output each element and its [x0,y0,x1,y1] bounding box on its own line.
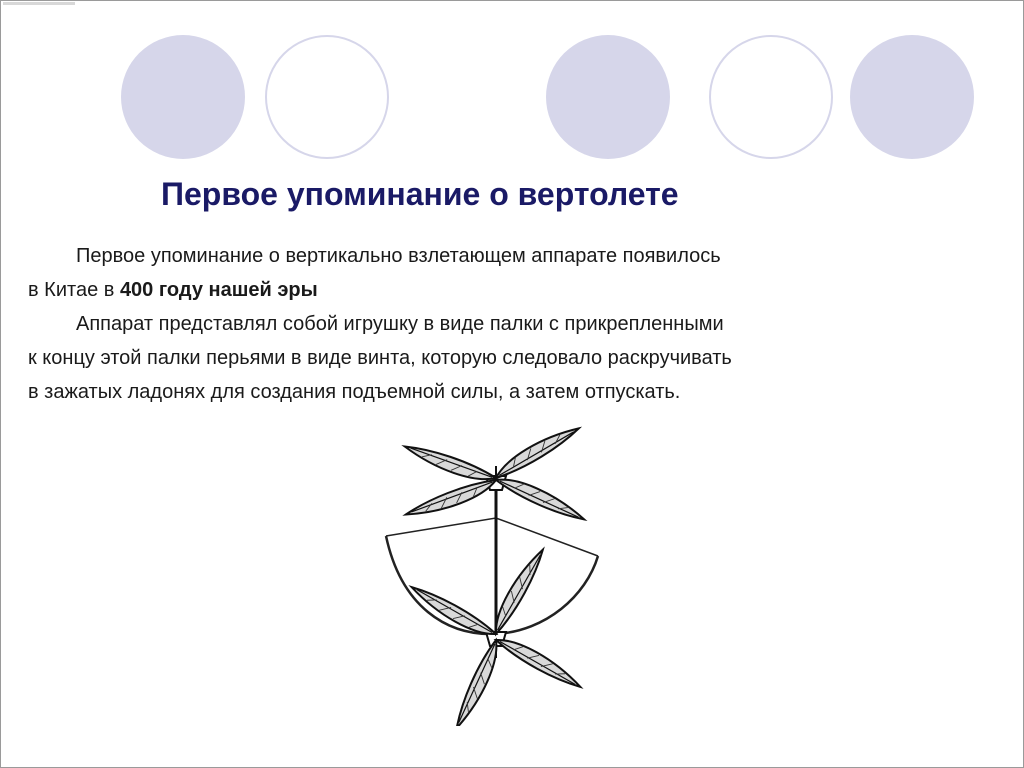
decorative-circle-filled [546,35,670,159]
decorative-circle-outline [265,35,389,159]
highlighted-year: 400 году нашей эры [119,279,318,301]
paragraph-1-line-1: Первое упоминание о вертикально взлетающем аппарате появилось [76,245,721,267]
chinese-helicopter-toy-illustration [346,406,641,726]
corner-mark [3,2,75,5]
paragraph-1-line-2-text: в Китае в [28,279,120,301]
paragraph-2-line-3: в зажатых ладонях для создания подъемной силы, а затем отпускать. [28,381,681,403]
paragraph-2-line-2: к концу этой палки перьями в виде винта, которую следовало раскручивать [28,347,732,369]
slide-body [28,239,988,409]
decorative-circle-filled [850,35,974,159]
slide-title: Первое упоминание о вертолете [161,176,679,212]
paragraph-1-line-2 [28,273,988,307]
decorative-circle-outline [709,35,833,159]
decorative-circle-filled [121,35,245,159]
paragraph-2-line-1: Аппарат представлял собой игрушку в виде палки с прикрепленными [76,313,724,335]
